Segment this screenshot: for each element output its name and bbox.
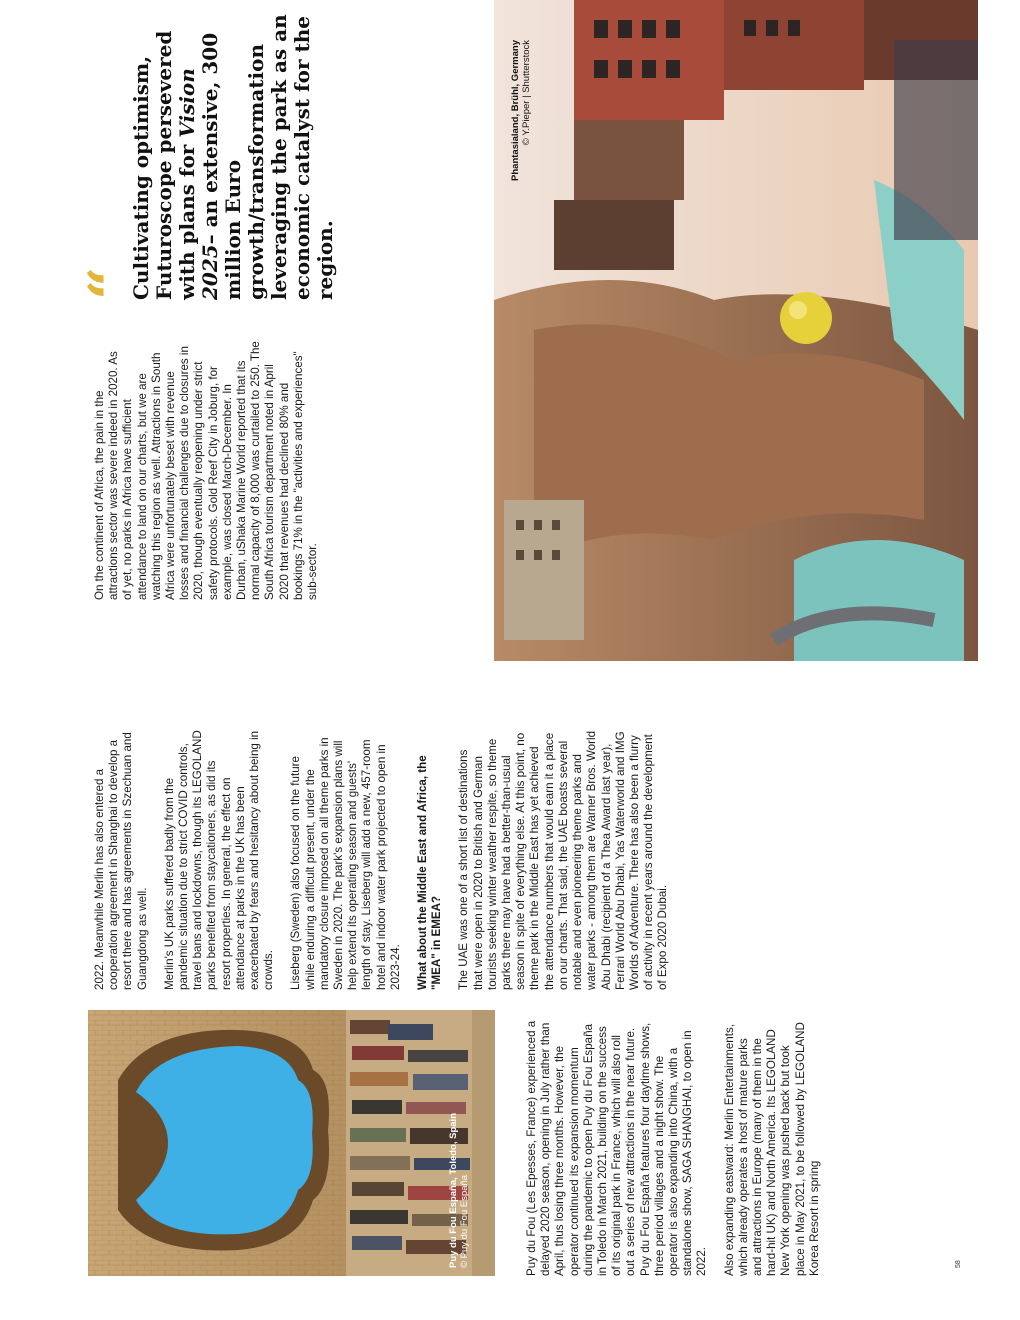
paragraph: On the continent of Africa, the pain in the attractions sector was severe indeed in 2020. As of yet, no parks in Africa have sufficient attendance to land on our charts, but we are watching this region as well. Attractions in South Africa were unfortunately beset with revenue losses and financial challenges due to closures in 2020, though eventually reopening under strict safety protocols. Gold Reef City in Joburg, for example, was closed March-December. In Durban, uShaka Marine World reported that its normal capacity of 8,000 was curtailed to 250. The South Africa tourism department noted in April 2020 that revenues had declined 80% and bookings 71% in the "activities and experiences" sub-sector. bbox=[93, 341, 320, 600]
paragraph: Merlin's UK parks suffered badly from the pandemic situation due to strict COVID controls, travel bans and lockdowns, though its LEGOLAND parks benefited from staycationers, as did its resort properties. In general, the effect on attendance at parks in the UK has been exacerbated by fears and hesitancy about being in crowds. bbox=[162, 730, 276, 990]
paragraph: The UAE was one of a short list of destinations that were open in 2020 to British and German tourists seeking winter weather respite, so theme parks there may have had a better-than-usual season in spite of everything else. At this point, no theme park in the Middle East has yet achieved the attendance numbers that would earn it a place on our charts. That said, the UAE boasts several notable and even pioneering theme parks and water parks - among them are Warner Bros. World Abu Dhabi (recipient of a Thea Award last year), Ferrari World Abu Dhabi, Yas Waterworld and IMG Worlds of Adventure. There has also been a flurry of activity in recent years around the development of Expo 2020 Dubai. bbox=[457, 730, 670, 990]
column-1 bbox=[525, 1016, 835, 1276]
quote-mark-icon: “ bbox=[76, 266, 144, 300]
pull-quote-text: Cultivating optimism, Futuroscope persevered with plans for Vision 2025– an extensive, 300 million Euro growth/transformation leveraging the park as an economic catalyst for the region. bbox=[129, 14, 337, 300]
caption-title: Puy du Fou España, Toledo, Spain bbox=[448, 1112, 459, 1268]
page-number-left: 58 bbox=[955, 1260, 962, 1268]
photo-phantasialand bbox=[494, 0, 978, 661]
paragraph: Also expanding eastward: Merlin Entertainments, which already operates a host of mature parks and attractions in Europe (many of them in the hard-hit UK) and North America. Its LEGOLAND New York opening was pushed back but took place in May 2021, to be followed by LEGOLAND Korea Resort in spring bbox=[722, 1022, 821, 1276]
photo-caption-puy-du-fou bbox=[448, 1113, 470, 1268]
photo-puy-du-fou bbox=[88, 1010, 495, 1276]
phantasialand-illustration bbox=[494, 0, 978, 661]
caption-credit: © Puy du Fou España bbox=[459, 1174, 470, 1268]
paragraph: Liseberg (Sweden) also focused on the future while enduring a difficult present, under the mandatory closure imposed on all theme parks in Sweden in 2020. The park's expansion plans will help extend its operating season and guests' length of stay. Liseberg will add a new, 457-room hotel and indoor water park projected to open in 2023-24. bbox=[289, 737, 402, 990]
pull-quote bbox=[76, 0, 337, 300]
column-2 bbox=[93, 730, 684, 990]
paragraph: 2022. Meanwhile Merlin has also entered a cooperation agreement in Shanghai to develop a resort there and has agreements in Szechuan and Guangdong as well. bbox=[93, 732, 149, 990]
puy-du-fou-illustration bbox=[88, 1010, 495, 1276]
column-3 bbox=[93, 340, 333, 600]
paragraph: Puy du Fou (Les Epesses, France) experienced a delayed 2020 season, opening in July rather than April, thus losing three months. However, the operator continued its expansion momentum during the pandemic to open Puy du Fou España in Toledo in March 2021, building on the success of its original park in France, which will also roll out a series of new attractions in the near future. Puy du Fou España features four daytime shows, three period villages and a night show. The operator is also expanding into China, with a standalone show, SAGA SHANGHAI, to open in 2022. bbox=[525, 1020, 709, 1276]
section-heading: What about the Middle East and Africa, the "MEA" in EMEA? bbox=[416, 755, 444, 990]
photo-caption-phantasialand bbox=[510, 40, 532, 200]
caption-title: Phantasialand, Brühl, Germany bbox=[510, 40, 521, 181]
caption-credit: © Y.Pieper | Shutterstock bbox=[521, 40, 532, 146]
